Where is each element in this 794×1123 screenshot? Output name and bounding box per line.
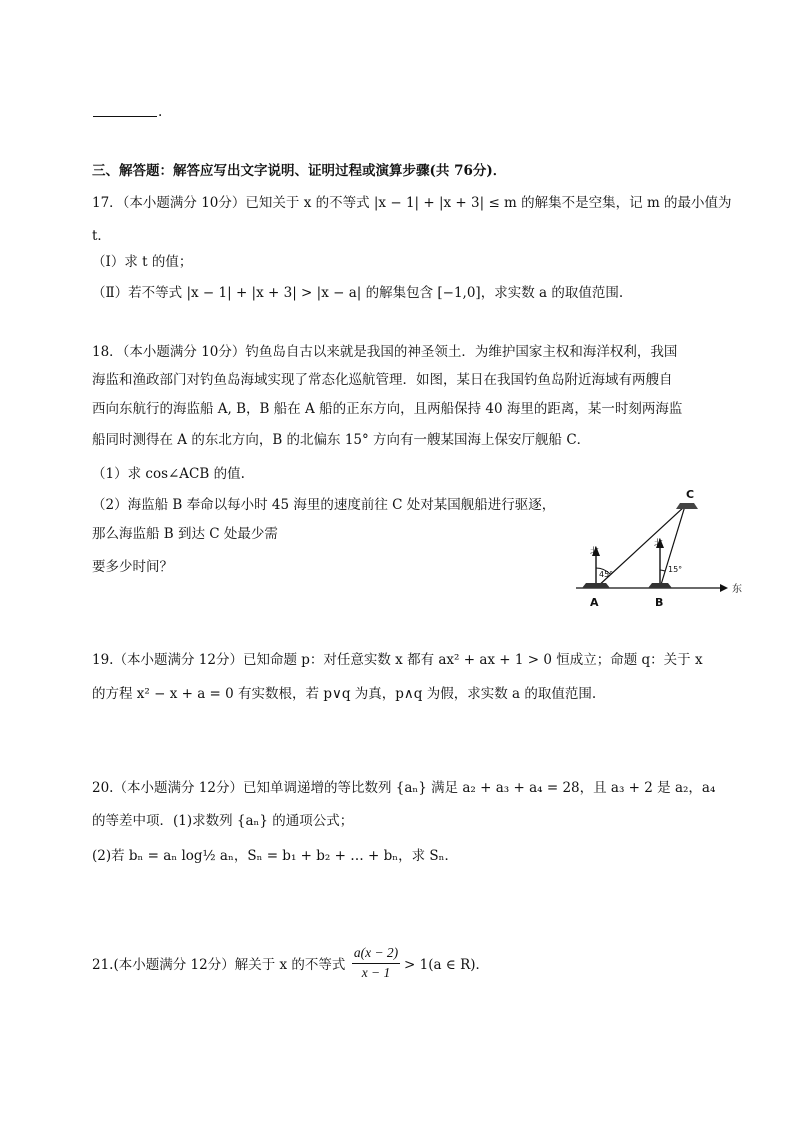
q19-line-2: 的方程 x² − x + a = 0 有实数根，若 p∨q 为真，p∧q 为假，求实数 a 的取值范围. — [92, 686, 597, 702]
q18-line-1: 18．（本小题满分 10分）钓鱼岛自古以来就是我国的神圣领土．为维护国家主权和海洋权利，我国 — [92, 344, 678, 360]
q21-prefix: 21.(本小题满分 12分）解关于 x 的不等式 — [92, 957, 346, 973]
answer-blank-line — [93, 116, 157, 117]
q21-suffix: > 1(a ∈ R)． — [404, 957, 490, 973]
angle-arc-b — [660, 570, 665, 571]
q17-part-2: （Ⅱ）若不等式 |x − 1| + |x + 3| > |x − a| 的解集包含 [−1,0]，求实数 a 的取值范围. — [92, 285, 624, 301]
label-north-b: 北 — [654, 539, 664, 549]
section-title: 三、解答题：解答应写出文字说明、证明过程或演算步骤(共 76分)． — [92, 163, 507, 179]
label-angle-a: 45° — [599, 570, 614, 579]
q18-part-2c: 要多少时间？ — [92, 559, 173, 575]
q17-part-1: （Ⅰ）求 t 的值； — [92, 254, 193, 270]
q18-line-4: 船同时测得在 A 的东北方向，B 的北偏东 15° 方向有一艘某国海上保安厅舰船 C． — [92, 432, 591, 448]
q21-fraction — [352, 944, 400, 982]
ship-c-icon — [676, 503, 698, 509]
q20-line-1: 20.（本小题满分 12分）已知单调递增的等比数列 {aₙ} 满足 a₂ + a₃ + a₄ = 28，且 a₃ + 2 是 a₂，a₄ — [92, 780, 716, 796]
ship-a-icon — [582, 583, 610, 588]
q20-line-3: (2)若 bₙ = aₙ log½ aₙ，Sₙ = b₁ + b₂ + … + bₙ，求 Sₙ． — [92, 848, 458, 864]
label-b: B — [655, 596, 664, 609]
q19-line-1: 19.（本小题满分 12分）已知命题 p：对任意实数 x 都有 ax² + ax + 1 > 0 恒成立；命题 q：关于 x — [92, 652, 703, 668]
q18-line-3: 西向东航行的海监船 A, B，B 船在 A 船的正东方向，且两船保持 40 海里的距离，某一时刻两海监 — [92, 401, 683, 417]
ship-b-icon — [648, 583, 672, 588]
q17-line-2: t． — [92, 228, 111, 244]
label-c: C — [686, 488, 695, 501]
east-arrow-icon — [720, 584, 728, 592]
q18-part-2a: （2）海监船 B 奉命以每小时 45 海里的速度前往 C 处对某国舰船进行驱逐， — [92, 497, 556, 513]
blank-period: . — [158, 104, 163, 120]
label-north-a: 北 — [590, 547, 600, 557]
q17-line-1: 17．（本小题满分 10分）已知关于 x 的不等式 |x − 1| + |x + 3| ≤ m 的解集不是空集，记 m 的最小值为 — [92, 195, 732, 211]
q18-part-2b: 那么海监船 B 到达 C 处最少需 — [92, 526, 278, 542]
q18-part-1: （1）求 cos∠ACB 的值. — [92, 466, 245, 482]
label-east: 东 — [732, 584, 742, 595]
q21-numerator: a(x − 2) — [352, 944, 400, 964]
q18-line-2: 海监和渔政部门对钓鱼岛海域实现了常态化巡航管理．如图，某日在我国钓鱼岛附近海域有两艘自 — [92, 372, 673, 388]
label-angle-b: 15° — [668, 565, 683, 574]
q20-line-2: 的等差中项．(1)求数列 {aₙ} 的通项公式； — [92, 813, 354, 829]
ship-diagram — [570, 484, 750, 610]
label-a: A — [590, 596, 599, 609]
q21-denominator: x − 1 — [361, 965, 391, 980]
